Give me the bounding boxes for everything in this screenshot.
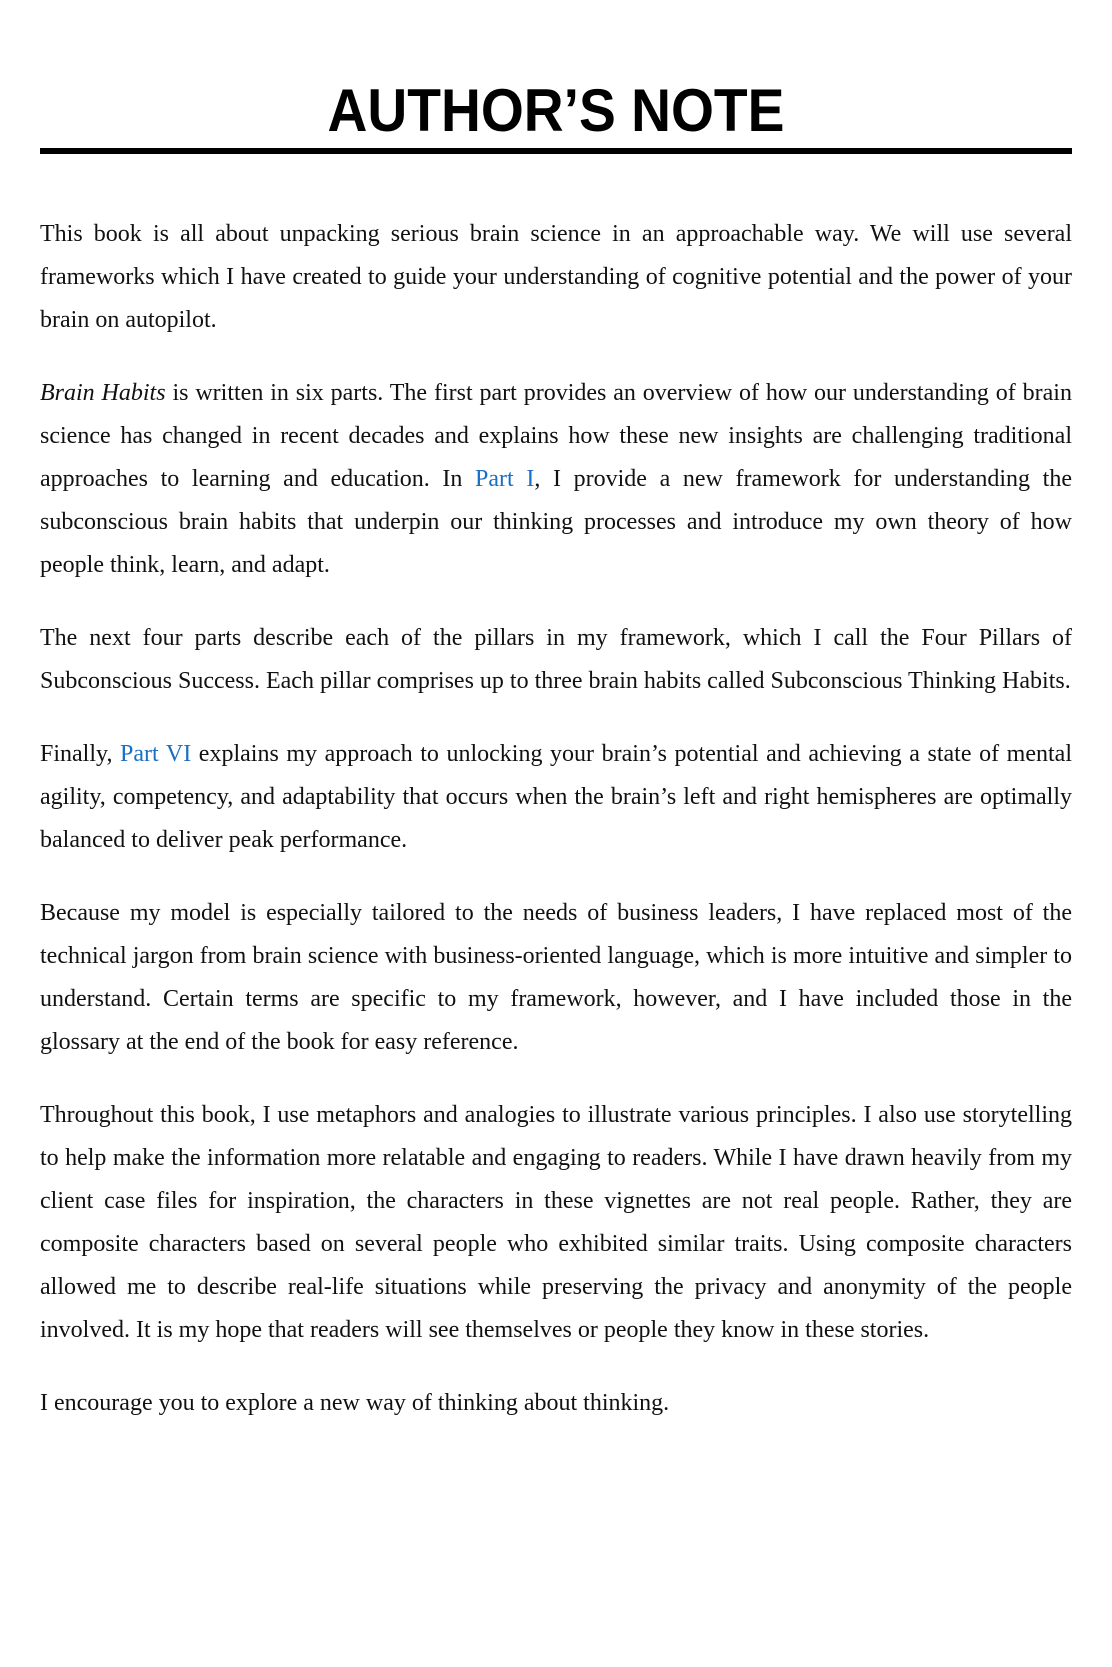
paragraph-intro: This book is all about unpacking serious brain science in an approachable way. We will use several frameworks which I have created to guide your understanding of cognitive potential and the power of your brain on autopilot. [40,221,1072,333]
paragraph-business-language: Because my model is especially tailored to the needs of business leaders, I have replaced most of the technical jargon from brain science with business-oriented language, which is more intuitive and simpler to understand. Certain terms are specific to my framework, however, and I have included those in the glossary at the end of the book for easy reference. [40,900,1072,1055]
paragraph-structure [40,372,1072,587]
paragraph-storytelling: Throughout this book, I use metaphors and analogies to illustrate various principles. I also use storytelling to help make the information more relatable and engaging to readers. While I have drawn heavily from my client case files for inspiration, the characters in these vignettes are not real people. Rather, they are composite characters based on several people who exhibited similar traits. Using composite characters allowed me to describe real-life situations while preserving the privacy and anonymity of the people involved. It is my hope that readers will see themselves or people they know in these stories. [40,1102,1072,1343]
book-title: Brain Habits [40,380,166,406]
paragraph-text: , I provide a new framework for understanding the subconscious brain habits that underpin our thinking processes and introduce my own theory of how people think, learn, and adapt. [40,466,1072,578]
document-page [40,0,1072,1416]
paragraph-part-vi [40,733,1072,862]
paragraph-text: explains my approach to unlocking your brain’s potential and achieving a state of mental agility, competency, and adaptability that occurs when the brain’s left and right hemispheres are optimally balanced to deliver peak performance. [40,741,1072,853]
paragraph-closing: I encourage you to explore a new way of thinking about thinking. [40,1390,670,1416]
link-part-vi[interactable]: Part VI [120,741,192,767]
page-title: AUTHOR’S NOTE [327,77,785,144]
link-part-i[interactable]: Part I [475,466,535,492]
body-text [40,213,1072,1455]
paragraph-text: is written in six parts. The first part provides an overview of how our understanding of brain science has changed in recent decades and explains how these new insights are challenging traditional approaches to learning and education. In [40,380,1072,492]
paragraph-text: Finally, [40,741,121,767]
paragraph-pillars: The next four parts describe each of the pillars in my framework, which I call the Four Pillars of Subconscious Success. Each pillar comprises up to three brain habits called Subconscious Thinking Habits. [40,625,1072,694]
title-divider [40,148,1072,154]
